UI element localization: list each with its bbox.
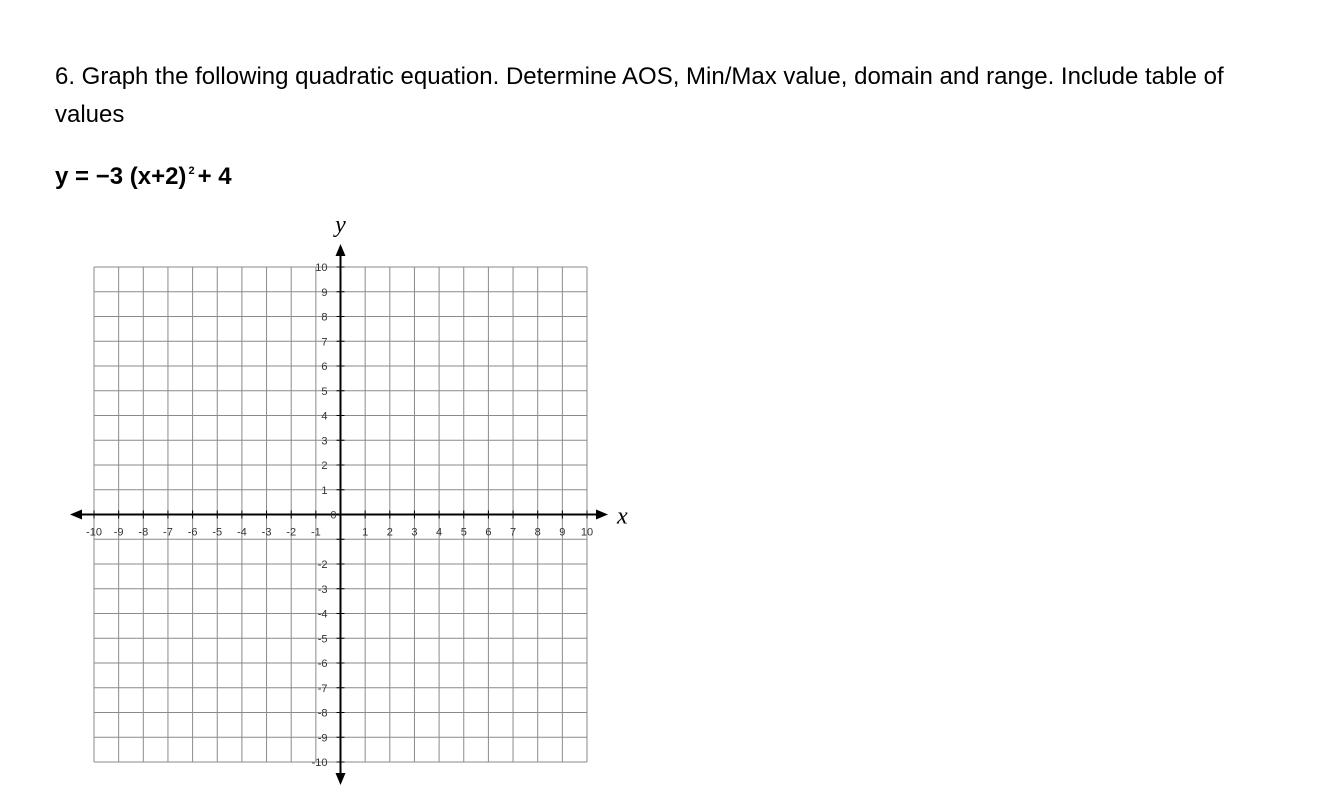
y-tick-label: -10 bbox=[311, 757, 328, 769]
x-tick-label: 8 bbox=[534, 526, 541, 539]
y-tick-label: -4 bbox=[317, 608, 328, 621]
x-tick-label: -8 bbox=[138, 526, 149, 539]
y-tick-label: -3 bbox=[317, 583, 328, 596]
x-tick-label: -7 bbox=[163, 526, 173, 539]
x-tick-label: 4 bbox=[436, 526, 443, 539]
x-tick-label: 9 bbox=[559, 526, 566, 539]
y-axis-arrow-down-icon bbox=[336, 773, 346, 785]
equation-rhs: + 4 bbox=[197, 163, 232, 190]
y-axis-arrow-up-icon bbox=[336, 244, 346, 256]
y-tick-label: 4 bbox=[321, 410, 328, 423]
y-tick-label: -8 bbox=[317, 707, 328, 720]
x-tick-label: 3 bbox=[411, 526, 418, 539]
y-tick-label: 8 bbox=[321, 311, 328, 324]
x-tick-label: -2 bbox=[286, 526, 297, 539]
y-tick-label: 1 bbox=[321, 484, 328, 497]
x-tick-label: 7 bbox=[509, 526, 517, 539]
x-axis-arrow-left-icon bbox=[70, 510, 82, 520]
x-tick-label: -5 bbox=[212, 526, 223, 539]
y-tick-label: -2 bbox=[317, 559, 328, 571]
y-tick-label: 3 bbox=[321, 435, 328, 448]
y-tick-label: -7 bbox=[317, 682, 328, 695]
y-tick-label: -6 bbox=[317, 658, 328, 670]
y-tick-label: 6 bbox=[321, 361, 328, 373]
x-tick-label: -10 bbox=[86, 526, 102, 539]
y-tick-label: 7 bbox=[321, 336, 328, 349]
y-tick-label: 10 bbox=[315, 262, 328, 274]
x-tick-label: 2 bbox=[386, 526, 393, 539]
question-prompt: 6. Graph the following quadratic equation. Determine AOS, Min/Max value, domain and range. Include table of values bbox=[55, 63, 1224, 128]
y-tick-label: 5 bbox=[321, 385, 328, 398]
equation-exponent: 2 bbox=[188, 165, 195, 177]
equation-lhs: y = −3 (x+2) bbox=[55, 163, 187, 190]
x-axis-arrow-right-icon bbox=[596, 510, 608, 520]
x-axis-label: x bbox=[617, 503, 628, 530]
x-tick-label: 6 bbox=[485, 526, 492, 539]
y-axis-label: y bbox=[335, 212, 346, 238]
y-tick-label: -9 bbox=[317, 732, 328, 745]
x-tick-label: 1 bbox=[362, 526, 369, 539]
y-tick-label: 9 bbox=[321, 286, 328, 299]
x-tick-label: -9 bbox=[113, 526, 124, 539]
origin-label: 0 bbox=[330, 509, 337, 522]
x-tick-label: -6 bbox=[187, 526, 198, 539]
x-tick-label: -4 bbox=[237, 526, 247, 539]
x-tick-label: 5 bbox=[460, 526, 467, 539]
x-tick-label: -3 bbox=[261, 526, 272, 539]
axes bbox=[70, 244, 608, 785]
y-tick-label: -5 bbox=[317, 633, 328, 646]
y-tick-label: 2 bbox=[321, 460, 328, 472]
x-tick-label: 10 bbox=[580, 526, 594, 539]
x-tick-label: -1 bbox=[310, 526, 321, 539]
